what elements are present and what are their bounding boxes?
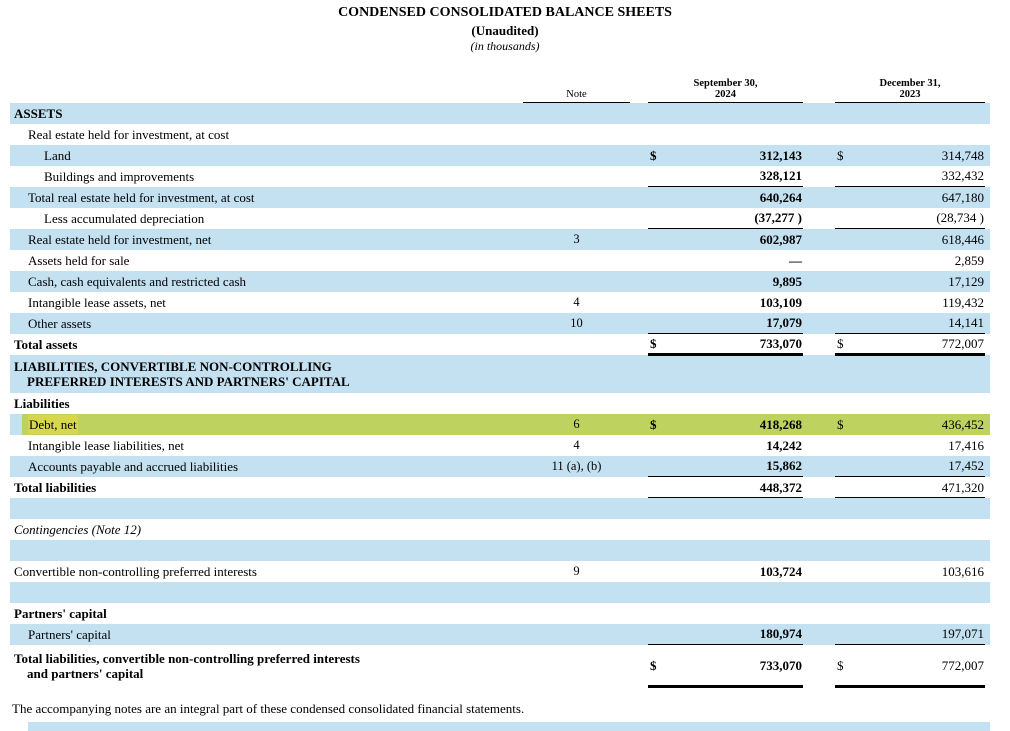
currency-symbol-2024 [648, 393, 670, 414]
column-gap [803, 582, 835, 603]
row-label: Intangible lease liabilities, net [28, 437, 184, 453]
row-label [10, 645, 523, 687]
currency-symbol-2024 [648, 540, 670, 561]
value-2023: 2,859 [954, 252, 984, 268]
row-label: Partners' capital [28, 626, 111, 642]
currency-symbol-2024 [648, 313, 670, 334]
value-2023: 332,432 [857, 166, 985, 187]
note-reference [523, 540, 630, 561]
highlighted-text: Debt, net [29, 416, 77, 432]
row-label: Total assets [14, 336, 78, 352]
row-label [10, 355, 523, 393]
note-reference [523, 477, 630, 498]
column-gap [803, 561, 835, 582]
row-label: Partners' capital [14, 605, 107, 621]
currency-symbol-2023 [835, 250, 857, 271]
table-row [10, 561, 990, 582]
value-2023 [857, 393, 985, 414]
row-label: Buildings and improvements [44, 168, 195, 184]
table-row [10, 334, 990, 355]
row-label: Real estate held for investment, net [28, 231, 212, 247]
currency-symbol-2023: $ [835, 334, 857, 355]
row-right-pad [985, 292, 990, 313]
currency-symbol-2024 [648, 477, 670, 498]
currency-symbol-2024 [648, 519, 670, 540]
row-right-pad [985, 582, 990, 603]
column-gap [803, 103, 835, 124]
footer-note: The accompanying notes are an integral part of these condensed consolidated financial statements. [12, 701, 525, 716]
column-gap [803, 624, 835, 645]
note-column-header: Note [523, 63, 630, 103]
value-2023 [857, 103, 985, 124]
row-label: Convertible non-controlling preferred interests [14, 563, 257, 579]
currency-symbol-2024 [648, 271, 670, 292]
column-gap [630, 498, 648, 519]
note-reference [523, 187, 630, 208]
currency-symbol-2023 [835, 187, 857, 208]
note-reference [523, 334, 630, 355]
note-reference [523, 250, 630, 271]
currency-symbol-2023 [835, 166, 857, 187]
row-right-pad [985, 435, 990, 456]
currency-symbol-2023 [835, 355, 857, 393]
row-right-pad [985, 603, 990, 624]
currency-symbol-2024 [648, 250, 670, 271]
period-2023-line1: December 31, [879, 78, 941, 89]
period-2023-line2: 2023 [899, 89, 921, 100]
currency-symbol-2023 [835, 519, 857, 540]
table-row [10, 355, 990, 393]
currency-symbol-2023: $ [835, 645, 857, 687]
period-2024-line1: September 30, [693, 78, 758, 89]
header-row [10, 63, 990, 103]
table-row [10, 145, 990, 166]
period-2023-header [835, 63, 985, 103]
currency-symbol-2024 [648, 292, 670, 313]
column-gap [630, 477, 648, 498]
column-gap [803, 355, 835, 393]
currency-symbol-2024 [648, 208, 670, 229]
value-2023: 314,748 [941, 147, 984, 163]
column-gap [803, 292, 835, 313]
note-reference [523, 145, 630, 166]
column-gap [630, 414, 648, 435]
value-2024 [670, 355, 803, 393]
row-right-pad [985, 645, 990, 687]
column-gap [803, 187, 835, 208]
currency-symbol-2023 [835, 292, 857, 313]
column-gap [630, 355, 648, 393]
row-right-pad [985, 519, 990, 540]
column-gap [803, 645, 835, 687]
row-label-line: Total liabilities, convertible non-controlling preferred interests [14, 650, 360, 666]
value-2024: 17,079 [670, 313, 803, 334]
value-2023: 17,416 [948, 437, 984, 453]
column-gap [803, 498, 835, 519]
column-gap [630, 645, 648, 687]
row-label: Intangible lease assets, net [28, 294, 166, 310]
currency-symbol-2024 [648, 498, 670, 519]
column-gap [803, 208, 835, 229]
column-gap [803, 540, 835, 561]
row-right-pad [985, 166, 990, 187]
table-row [10, 393, 990, 414]
column-gap [630, 63, 648, 103]
value-2024: 312,143 [759, 147, 802, 163]
currency-symbol-2024 [648, 187, 670, 208]
note-reference [523, 582, 630, 603]
column-gap [803, 166, 835, 187]
document-title: CONDENSED CONSOLIDATED BALANCE SHEETS [338, 5, 672, 20]
table-row [10, 103, 990, 124]
column-gap [630, 229, 648, 250]
row-right-pad [985, 208, 990, 229]
row-right-pad [985, 355, 990, 393]
value-2023: 17,129 [948, 273, 984, 289]
row-right-pad [985, 561, 990, 582]
column-gap [803, 519, 835, 540]
value-2024: 418,268 [670, 414, 803, 435]
note-reference [523, 645, 630, 687]
note-reference: 3 [573, 231, 580, 246]
value-2023: 436,452 [857, 414, 985, 435]
column-gap [630, 313, 648, 334]
bottom-blue-strip [28, 722, 990, 731]
column-gap [803, 393, 835, 414]
value-2024: 15,862 [670, 456, 803, 477]
value-2024 [670, 393, 803, 414]
document-subtitle-unaudited: (Unaudited) [471, 23, 539, 38]
note-reference [523, 103, 630, 124]
column-gap [803, 477, 835, 498]
row-right-pad [985, 624, 990, 645]
note-reference [523, 124, 630, 145]
row-label-line: LIABILITIES, CONVERTIBLE NON-CONTROLLING [14, 358, 332, 374]
table-row [10, 271, 990, 292]
row-label: Liabilities [14, 395, 70, 411]
currency-symbol-2024 [648, 456, 670, 477]
column-gap [630, 124, 648, 145]
note-reference [523, 603, 630, 624]
row-right-pad [985, 334, 990, 355]
table-row [10, 582, 990, 603]
note-reference [523, 624, 630, 645]
note-reference [523, 271, 630, 292]
table-row [10, 435, 990, 456]
value-2024 [670, 498, 803, 519]
table-row [10, 645, 990, 687]
currency-symbol-2023 [835, 477, 857, 498]
title-block [0, 4, 1010, 53]
value-2023 [857, 355, 985, 393]
row-label: Less accumulated depreciation [44, 210, 205, 226]
column-gap [630, 292, 648, 313]
value-2024: 9,895 [772, 273, 802, 289]
currency-symbol-2024 [648, 355, 670, 393]
currency-symbol-2024 [648, 561, 670, 582]
document-subtitle-units: (in thousands) [470, 39, 540, 53]
column-gap [985, 63, 990, 103]
row-right-pad [985, 103, 990, 124]
value-2024: 733,070 [670, 645, 803, 687]
value-2024 [670, 124, 803, 145]
currency-symbol-2024 [648, 166, 670, 187]
table-row [10, 250, 990, 271]
value-2023: 772,007 [857, 645, 985, 687]
value-2024: 180,974 [670, 624, 803, 645]
row-right-pad [985, 187, 990, 208]
currency-symbol-2023 [835, 124, 857, 145]
row-label [10, 498, 523, 519]
table-row [10, 292, 990, 313]
column-gap [630, 603, 648, 624]
column-gap [803, 250, 835, 271]
value-2023: 197,071 [857, 624, 985, 645]
currency-symbol-2023 [835, 208, 857, 229]
note-reference: 10 [570, 315, 583, 330]
column-gap [803, 334, 835, 355]
value-2024: (37,277 ) [670, 208, 803, 229]
value-2023: 119,432 [942, 294, 984, 310]
column-gap [630, 145, 648, 166]
note-reference: 11 (a), (b) [551, 458, 602, 473]
column-gap [803, 435, 835, 456]
row-right-pad [985, 414, 990, 435]
column-gap [630, 208, 648, 229]
row-right-pad [985, 271, 990, 292]
value-2024: 640,264 [759, 189, 802, 205]
table-row [10, 166, 990, 187]
currency-symbol-2023 [835, 229, 857, 250]
currency-symbol-2024 [648, 103, 670, 124]
note-reference [523, 166, 630, 187]
table-row [10, 624, 990, 645]
table-row [10, 208, 990, 229]
currency-symbol-2023 [835, 603, 857, 624]
currency-symbol-2023 [835, 582, 857, 603]
currency-symbol-2024 [648, 624, 670, 645]
column-gap [630, 187, 648, 208]
currency-symbol-2024 [648, 582, 670, 603]
note-reference: 4 [573, 437, 580, 452]
table-row [10, 519, 990, 540]
currency-symbol-2023 [835, 561, 857, 582]
note-reference: 4 [573, 294, 580, 309]
row-label: Cash, cash equivalents and restricted cash [28, 273, 247, 289]
balance-sheet-table [10, 63, 990, 688]
table-row [10, 313, 990, 334]
value-2023 [857, 582, 985, 603]
currency-symbol-2023 [835, 498, 857, 519]
column-gap [630, 561, 648, 582]
column-gap [630, 393, 648, 414]
row-right-pad [985, 229, 990, 250]
note-reference [523, 393, 630, 414]
table-row [10, 477, 990, 498]
table-row [10, 187, 990, 208]
period-2024-line2: 2024 [715, 89, 736, 100]
row-label: Other assets [28, 315, 92, 331]
value-2024 [670, 540, 803, 561]
value-2023 [857, 124, 985, 145]
table-row [10, 603, 990, 624]
column-gap [803, 414, 835, 435]
note-reference [523, 519, 630, 540]
currency-symbol-2024: $ [648, 414, 670, 435]
value-2024: 733,070 [670, 334, 803, 355]
currency-symbol-2023 [835, 540, 857, 561]
value-2024: 602,987 [759, 231, 802, 247]
value-2024 [670, 603, 803, 624]
row-label: Contingencies (Note 12) [14, 521, 142, 537]
column-gap [630, 456, 648, 477]
value-2023: 772,007 [857, 334, 985, 355]
value-2023 [857, 498, 985, 519]
note-reference: 9 [573, 563, 580, 578]
row-label-line: PREFERRED INTERESTS AND PARTNERS' CAPITAL [27, 373, 350, 389]
value-2023: 647,180 [941, 189, 984, 205]
column-gap [803, 63, 835, 103]
table-row [10, 124, 990, 145]
column-gap [630, 166, 648, 187]
row-right-pad [985, 145, 990, 166]
balance-sheet-body [10, 103, 990, 687]
value-2024: 448,372 [670, 477, 803, 498]
column-gap [630, 334, 648, 355]
column-gap [803, 603, 835, 624]
table-row [10, 540, 990, 561]
table-row [10, 456, 990, 477]
note-reference [523, 498, 630, 519]
row-label: Total liabilities [14, 479, 97, 495]
value-2024: 103,724 [759, 563, 802, 579]
value-2024 [670, 582, 803, 603]
value-2023: (28,734 ) [857, 208, 985, 229]
currency-symbol-2023: $ [835, 414, 857, 435]
column-gap [630, 519, 648, 540]
currency-symbol-2023 [835, 456, 857, 477]
row-label: Total real estate held for investment, at cost [28, 189, 255, 205]
value-2023 [857, 603, 985, 624]
row-label [10, 540, 523, 561]
label-column-header [10, 63, 523, 103]
column-gap [803, 145, 835, 166]
row-label: Real estate held for investment, at cost [28, 126, 230, 142]
currency-symbol-2024 [648, 435, 670, 456]
currency-symbol-2024: $ [650, 147, 657, 163]
currency-symbol-2023 [835, 103, 857, 124]
row-label [10, 582, 523, 603]
currency-symbol-2023 [835, 271, 857, 292]
note-reference [523, 355, 630, 393]
row-right-pad [985, 313, 990, 334]
currency-symbol-2024 [648, 124, 670, 145]
currency-symbol-2023 [835, 435, 857, 456]
currency-symbol-2024 [648, 603, 670, 624]
value-2023: 471,320 [857, 477, 985, 498]
note-reference: 6 [523, 414, 630, 435]
column-gap [630, 250, 648, 271]
value-2023 [857, 519, 985, 540]
period-2024-header [648, 63, 803, 103]
currency-symbol-2023 [835, 393, 857, 414]
row-right-pad [985, 498, 990, 519]
row-right-pad [985, 540, 990, 561]
value-2023: 103,616 [941, 563, 984, 579]
currency-symbol-2023 [835, 624, 857, 645]
column-gap [803, 124, 835, 145]
value-2023: 17,452 [857, 456, 985, 477]
table-row [10, 498, 990, 519]
column-gap [803, 456, 835, 477]
column-gap [803, 313, 835, 334]
value-2024: 328,121 [670, 166, 803, 187]
value-2023: 618,446 [941, 231, 984, 247]
value-2023 [857, 540, 985, 561]
currency-symbol-2024: $ [648, 334, 670, 355]
row-label: Land [44, 147, 71, 163]
row-right-pad [985, 477, 990, 498]
column-gap [630, 540, 648, 561]
value-2024: — [789, 252, 802, 268]
value-2023: 14,141 [857, 313, 985, 334]
currency-symbol-2024: $ [648, 645, 670, 687]
value-2024: 14,242 [766, 437, 802, 453]
currency-symbol-2023 [835, 313, 857, 334]
column-gap [630, 582, 648, 603]
column-gap [630, 103, 648, 124]
row-label [10, 414, 523, 435]
column-gap [630, 271, 648, 292]
column-gap [630, 624, 648, 645]
currency-symbol-2024 [648, 229, 670, 250]
row-right-pad [985, 124, 990, 145]
currency-symbol-2023: $ [837, 147, 844, 163]
value-2024 [670, 519, 803, 540]
row-right-pad [985, 393, 990, 414]
column-gap [803, 271, 835, 292]
row-label: Assets held for sale [28, 252, 130, 268]
row-right-pad [985, 456, 990, 477]
value-2024: 103,109 [759, 294, 802, 310]
value-2024 [670, 103, 803, 124]
column-gap [803, 229, 835, 250]
column-gap [630, 435, 648, 456]
note-reference [523, 208, 630, 229]
row-right-pad [985, 250, 990, 271]
table-row [10, 229, 990, 250]
table-row [10, 414, 990, 435]
row-label: ASSETS [14, 105, 63, 121]
row-label: Accounts payable and accrued liabilities [28, 458, 239, 474]
row-label-line: and partners' capital [27, 665, 144, 681]
